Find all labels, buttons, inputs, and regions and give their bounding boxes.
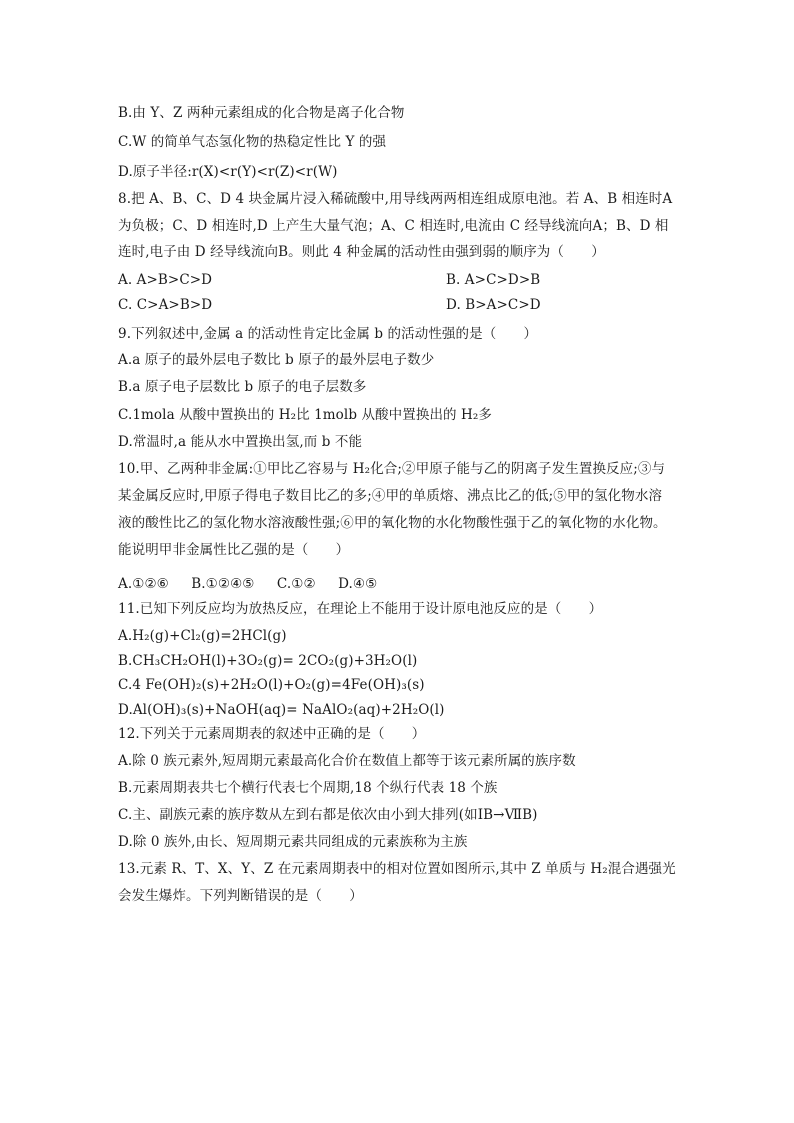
q8-stem-line-3: 连时,电子由 D 经导线流向B。则此 4 种金属的活动性由强到弱的顺序为（ ） — [118, 244, 605, 260]
q9-option-d: D.常温时,a 能从水中置换出氢,而 b 不能 — [118, 434, 363, 450]
q11-stem: 11.已知下列反应均为放热反应，在理论上不能用于设计原电池反应的是（ ） — [118, 601, 603, 617]
q9-option-b: B.a 原子电子层数比 b 原子的电子层数多 — [118, 379, 367, 395]
q10-option-d: D.④⑤ — [338, 576, 378, 592]
q7-option-b: B.由 Y、Z 两种元素组成的化合物是离子化合物 — [118, 105, 405, 121]
q7-option-d: D.原子半径:r(X)<r(Y)<r(Z)<r(W) — [118, 164, 338, 180]
q10-option-b: B.①②④⑤ — [191, 576, 255, 592]
q7-option-c: C.W 的简单气态氢化物的热稳定性比 Y 的强 — [118, 134, 387, 150]
q10-stem-line-3: 液的酸性比乙的氢化物水溶液酸性强;⑥甲的氧化物的水化物酸性强于乙的氧化物的水化物。 — [118, 515, 667, 531]
q12-option-a: A.除 0 族元素外,短周期元素最高化合价在数值上都等于该元素所属的族序数 — [118, 753, 576, 769]
q8-options-row-2 — [118, 296, 678, 314]
q11-option-c: C.4 Fe(OH)₂(s)+2H₂O(l)+O₂(g)=4Fe(OH)₃(s) — [118, 677, 425, 693]
q10-stem-line-4: 能说明甲非金属性比乙强的是（ ） — [118, 542, 350, 558]
q8-option-c: C. C>A>B>D — [118, 297, 213, 313]
q8-options-row-1 — [118, 271, 678, 289]
q12-option-d: D.除 0 族外,由长、短周期元素共同组成的元素族称为主族 — [118, 834, 468, 850]
q9-option-c: C.1mola 从酸中置换出的 H₂比 1molb 从酸中置换出的 H₂多 — [118, 407, 493, 423]
q9-stem: 9.下列叙述中,金属 a 的活动性肯定比金属 b 的活动性强的是（ ） — [118, 326, 538, 342]
q8-option-a: A. A>B>C>D — [118, 272, 213, 288]
q8-stem-line-1: 8.把 A、B、C、D 4 块金属片浸入稀硫酸中,用导线两两相连组成原电池。若 A、B 相连时A — [118, 191, 673, 207]
q10-option-c: C.①② — [276, 576, 316, 592]
q11-option-a: A.H₂(g)+Cl₂(g)=2HCl(g) — [118, 628, 287, 644]
q8-stem-line-2: 为负极；C、D 相连时,D 上产生大量气泡；A、C 相连时,电流由 C 经导线流向A；B、D 相 — [118, 218, 669, 234]
q13-stem-line-1: 13.元素 R、T、X、Y、Z 在元素周期表中的相对位置如图所示,其中 Z 单质与 H₂混合遇强光 — [118, 861, 676, 877]
q11-option-b: B.CH₃CH₂OH(l)+3O₂(g)= 2CO₂(g)+3H₂O(l) — [118, 653, 418, 669]
q11-option-d: D.Al(OH)₃(s)+NaOH(aq)= NaAlO₂(aq)+2H₂O(l) — [118, 702, 445, 718]
q12-option-b: B.元素周期表共七个横行代表七个周期,18 个纵行代表 18 个族 — [118, 780, 498, 796]
q12-stem: 12.下列关于元素周期表的叙述中正确的是（ ） — [118, 726, 426, 742]
q13-stem-line-2: 会发生爆炸。下列判断错误的是（ ） — [118, 888, 363, 904]
q10-stem-line-2: 某金属反应时,甲原子得电子数目比乙的多;④甲的单质熔、沸点比乙的低;⑤甲的氢化物水溶 — [118, 488, 663, 504]
q9-option-a: A.a 原子的最外层电子数比 b 原子的最外层电子数少 — [118, 352, 435, 368]
q10-options-row — [118, 575, 678, 593]
q12-option-c: C.主、副族元素的族序数从左到右都是依次由小到大排列(如ⅠB→ⅦB) — [118, 807, 538, 823]
q10-stem-line-1: 10.甲、乙两种非金属:①甲比乙容易与 H₂化合;②甲原子能与乙的阴离子发生置换反应;③与 — [118, 461, 666, 477]
q8-option-b: B. A>C>D>B — [446, 272, 541, 288]
q10-option-a: A.①②⑥ — [118, 576, 169, 592]
q8-option-d: D. B>A>C>D — [446, 297, 541, 313]
